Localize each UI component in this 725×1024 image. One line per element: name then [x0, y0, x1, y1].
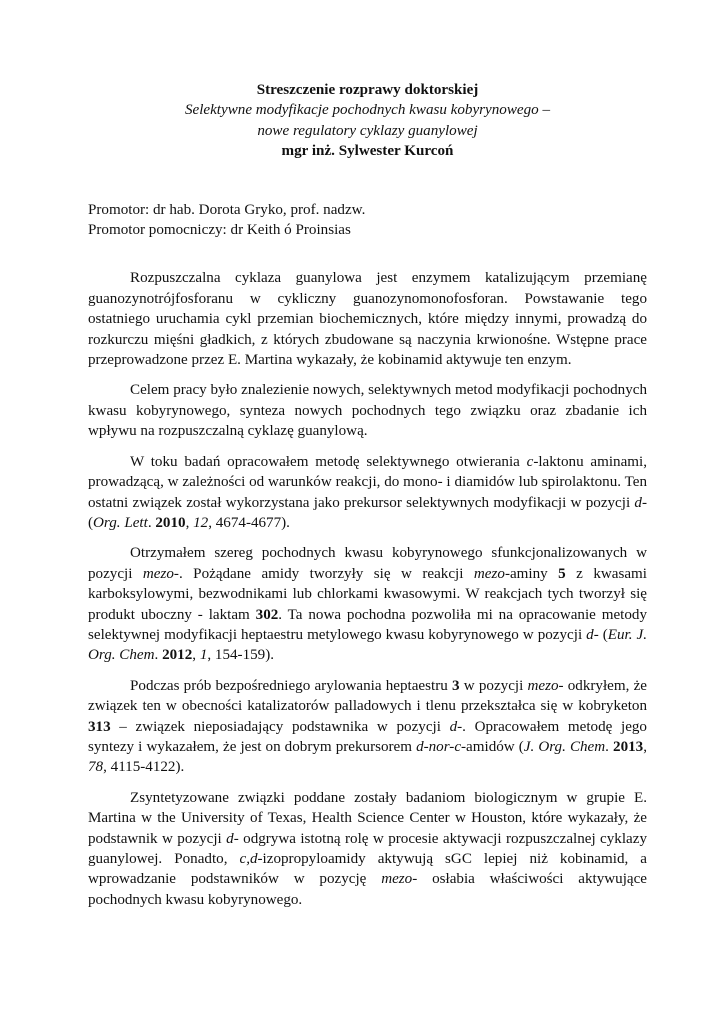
text-run: odgrywa istotną rolę w procesie aktywacji rozpuszczalnej cyklazy guanylowej. Ponadto,: [88, 830, 647, 867]
text-run: . Ta nowa pochodna pozwoliła mi na opracowanie metody selektywnej modyfikacji heptaestru metylowego kwasu kobyrynowego w pozycji: [88, 606, 647, 643]
text-run: (: [88, 514, 94, 531]
text-run: Otrzymałem szereg pochodnych kwasu kobyrynowego sfunkcjonalizowanych w pozycji: [88, 545, 647, 582]
italic-run: mezo: [473, 565, 505, 582]
promotor-line: Promotor: dr hab. Dorota Gryko, prof. nadzw.: [88, 201, 366, 218]
italic-run: mezo-: [527, 677, 564, 694]
promotors-block: [88, 200, 647, 241]
text-run: , 154-159).: [207, 647, 275, 664]
citation-year: 2013: [613, 738, 644, 755]
italic-run: d-: [634, 494, 647, 511]
italic-run: c: [526, 453, 534, 470]
paragraph-meso-derivatives: [88, 543, 647, 665]
text-run: -laktonu aminami, prowadzącą, w zależności od warunków reakcji, do mono- i diamidów lub spirolaktonu. Ten ostatni związek został wykorzystana jako prekursor selektywnych modyfikacji w pozycji: [88, 453, 647, 511]
text-run: -aminy: [504, 565, 559, 582]
compound-number: 5: [558, 565, 566, 582]
text-run: . Opracowałem metodę jego syntezy i wykazałem, że jest on dobrym prekursorem: [88, 718, 647, 755]
italic-run: c,d: [239, 851, 258, 867]
journal-name: Eur. J. Org. Chem: [88, 626, 647, 664]
text-run: Rozpuszczalna cyklaza guanylowa jest enzymem katalizującym przemianę guanozynotrójfosforanu w cykliczny guanozynomonofosforan. Powstawanie tego ostatniego uruchamia cykl przemian biochemicznych, które między innymi, prowadzą do rozkurczu mięśni gładkich, z których zbudowane są naczynia krwionośne. Wstępne prace przeprowadzone przez E. Martina wykazały, że kobinamid aktywuje ten enzym.: [88, 270, 647, 369]
text-run: w pozycji: [459, 677, 528, 694]
journal-name: Org. Lett: [93, 514, 148, 531]
text-run: . Pożądane amidy tworzyły się w reakcji: [178, 565, 474, 582]
journal-name: J. Org. Chem: [523, 738, 606, 755]
text-run: – związek nieposiadający podstawnika w pozycji: [110, 718, 450, 735]
compound-number: 302: [255, 606, 279, 623]
co-promotor-line: Promotor pomocniczy: dr Keith ó Proinsias: [88, 222, 351, 239]
thesis-title-line-1: Selektywne modyfikacje pochodnych kwasu kobyrynowego –: [184, 102, 551, 119]
text-run: -amidów (: [461, 738, 524, 755]
paragraph-lactone-opening: [88, 452, 647, 534]
text-run: Celem pracy było znalezienie nowych, selektywnych metod modyfikacji pochodnych kwasu kobyrynowego, synteza nowych pochodnych tego związku oraz zbadanie ich wpływu na rozpuszczalną cyklazę guanylową.: [88, 382, 647, 440]
citation-volume: 1: [199, 647, 208, 664]
citation-volume: 78: [88, 759, 104, 776]
italic-run: d-: [586, 626, 599, 643]
text-run: -izopropyloamidy aktywują sGC lepiej niż kobinamid, a wprowadzanie podstawników w pozycję: [88, 851, 647, 888]
italic-run: d-: [449, 718, 463, 735]
paragraph-introduction: [88, 268, 647, 370]
text-run: , 4674-4677).: [208, 514, 290, 531]
thesis-title-line-2: nowe regulatory cyklazy guanylowej: [257, 122, 478, 139]
abstract-body: [88, 268, 647, 910]
citation-volume: 12: [193, 514, 209, 531]
italic-run: d-: [226, 830, 239, 847]
document-title: Streszczenie rozprawy doktorskiej: [256, 82, 479, 98]
author-name: mgr inż. Sylwester Kurcoń: [281, 143, 454, 160]
text-run: ,: [192, 647, 200, 664]
text-run: Podczas prób bezpośredniego arylowania heptaestru: [130, 677, 452, 694]
italic-run: mezo-: [142, 565, 179, 582]
text-run: .: [605, 738, 614, 755]
text-run: osłabia właściwości aktywujące pochodnych kwasu kobyrynowego.: [88, 871, 647, 908]
paragraph-biological-tests: [88, 788, 647, 910]
text-run: odkryłem, że związek ten w obecności katalizatorów palladowych i tlenu przekształca się w kobryketon: [88, 677, 647, 715]
text-run: Zsyntetyzowane związki poddane zostały badaniom biologicznym w grupie E. Martina w the University of Texas, Health Science Center w Houston, które wykazały, że podstawnik w pozycji: [88, 789, 647, 847]
paragraph-aim: [88, 380, 647, 441]
text-run: .: [154, 647, 163, 664]
compound-number: 313: [88, 718, 111, 735]
text-run: W toku badań opracowałem metodę selektywnego otwierania: [130, 453, 527, 470]
text-run: ,: [185, 514, 194, 531]
text-run: z kwasami karboksylowymi, bezwodnikami lub chlorkami kwasowymi. W reakcjach tych tworzył się produkt uboczny - laktam: [88, 565, 647, 623]
text-run: .: [147, 514, 156, 531]
compound-number: 3: [451, 677, 460, 694]
citation-year: 2012: [162, 647, 193, 664]
citation-year: 2010: [155, 514, 186, 531]
text-run: , 4115-4122).: [103, 759, 185, 776]
text-run: (: [598, 626, 608, 643]
text-run: ,: [643, 738, 647, 755]
paragraph-arylation: [88, 676, 647, 778]
document-header: [88, 80, 647, 162]
italic-run: d-nor-c: [416, 738, 462, 755]
italic-run: mezo-: [381, 871, 418, 888]
